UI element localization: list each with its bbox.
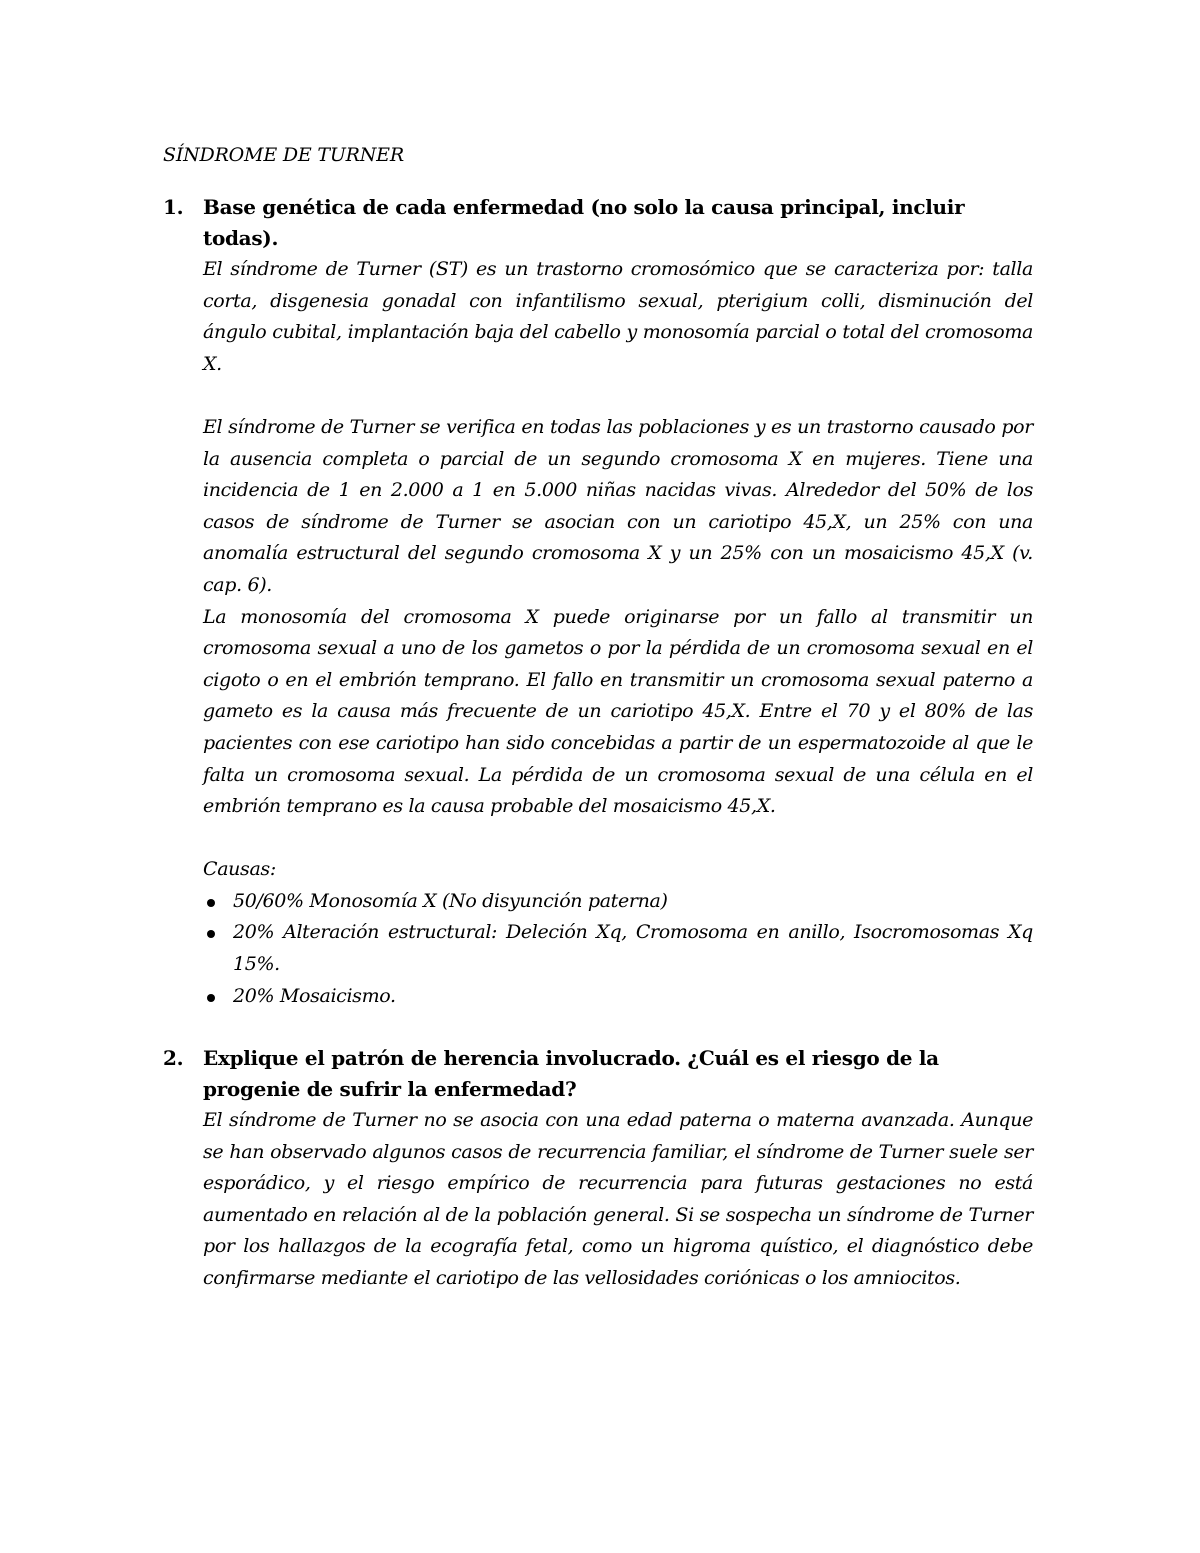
section-number: 1. xyxy=(163,195,184,219)
section-genetic-basis xyxy=(163,192,1033,1012)
section-inheritance-pattern xyxy=(163,1043,1033,1295)
causes-list xyxy=(203,886,1033,1012)
section-heading-text: Explique el patrón de herencia involucrado. ¿Cuál es el riesgo de la progenie de sufrir la enfermedad? xyxy=(203,1046,939,1101)
section-heading xyxy=(163,192,1033,254)
section-number: 2. xyxy=(163,1046,184,1070)
list-item-text: 50/60% Monosomía X (No disyunción paterna) xyxy=(233,889,668,912)
list-item xyxy=(203,886,1033,918)
section-heading xyxy=(163,1043,1033,1105)
list-item xyxy=(203,917,1033,980)
list-item-text: 20% Mosaicismo. xyxy=(233,984,396,1007)
list-item-text: 20% Alteración estructural: Deleción Xq, Cromosoma en anillo, Isocromosomas Xq 15%. xyxy=(233,921,1033,976)
list-item xyxy=(203,981,1033,1013)
bullet-icon xyxy=(203,981,233,1013)
paragraph-recurrence: El síndrome de Turner no se asocia con una edad paterna o materna avanzada. Aunque se han observado algunos casos de recurrencia familiar, el síndrome de Turner suele ser esporádico, y el riesgo empírico de recurrencia para futuras gestaciones no está aumentado en relación al de la población general. Si se sospecha un síndrome de Turner por los hallazgos de la ecografía fetal, como un higroma quístico, el diagnóstico debe confirmarse mediante el cariotipo de las vellosidades coriónicas o los amniocitos. xyxy=(203,1109,1033,1289)
paragraph-incidence: El síndrome de Turner se verifica en todas las poblaciones y es un trastorno causado por la ausencia completa o parcial de un segundo cromosoma X en mujeres. Tiene una incidencia de 1 en 2.000 a 1 en 5.000 niñas nacidas vivas. Alrededor del 50% de los casos de síndrome de Turner se asocian con un cariotipo 45,X, un 25% con una anomalía estructural del segundo cromosoma X y un 25% con un mosaicismo 45,X (v. cap. 6). xyxy=(203,415,1033,596)
section-heading-text: Base genética de cada enfermedad (no solo la causa principal, incluir todas). xyxy=(203,195,965,250)
bullet-icon xyxy=(203,886,233,918)
paragraph-origin: La monosomía del cromosoma X puede originarse por un fallo al transmitir un cromosoma sexual a uno de los gametos o por la pérdida de un cromosoma sexual en el cigoto o en el embrión temprano. El fallo en transmitir un cromosoma sexual paterno a gameto es la causa más frecuente de un cariotipo 45,X. Entre el 70 y el 80% de las pacientes con ese cariotipo han sido concebidas a partir de un espermatozoide al que le falta un cromosoma sexual. La pérdida de un cromosoma sexual de una célula en el embrión temprano es la causa probable del mosaicismo 45,X. xyxy=(203,605,1033,818)
section-body xyxy=(203,1105,1033,1295)
section-body xyxy=(203,254,1033,1012)
document-title: SÍNDROME DE TURNER xyxy=(163,144,404,166)
bullet-icon xyxy=(203,917,233,949)
causes-label: Causas: xyxy=(203,858,276,881)
paragraph-definition: El síndrome de Turner (ST) es un trastorno cromosómico que se caracteriza por: talla corta, disgenesia gonadal con infantilismo sexual, pterigium colli, disminución del ángulo cubital, implantación baja del cabello y monosomía parcial o total del cromosoma X. xyxy=(203,258,1033,375)
